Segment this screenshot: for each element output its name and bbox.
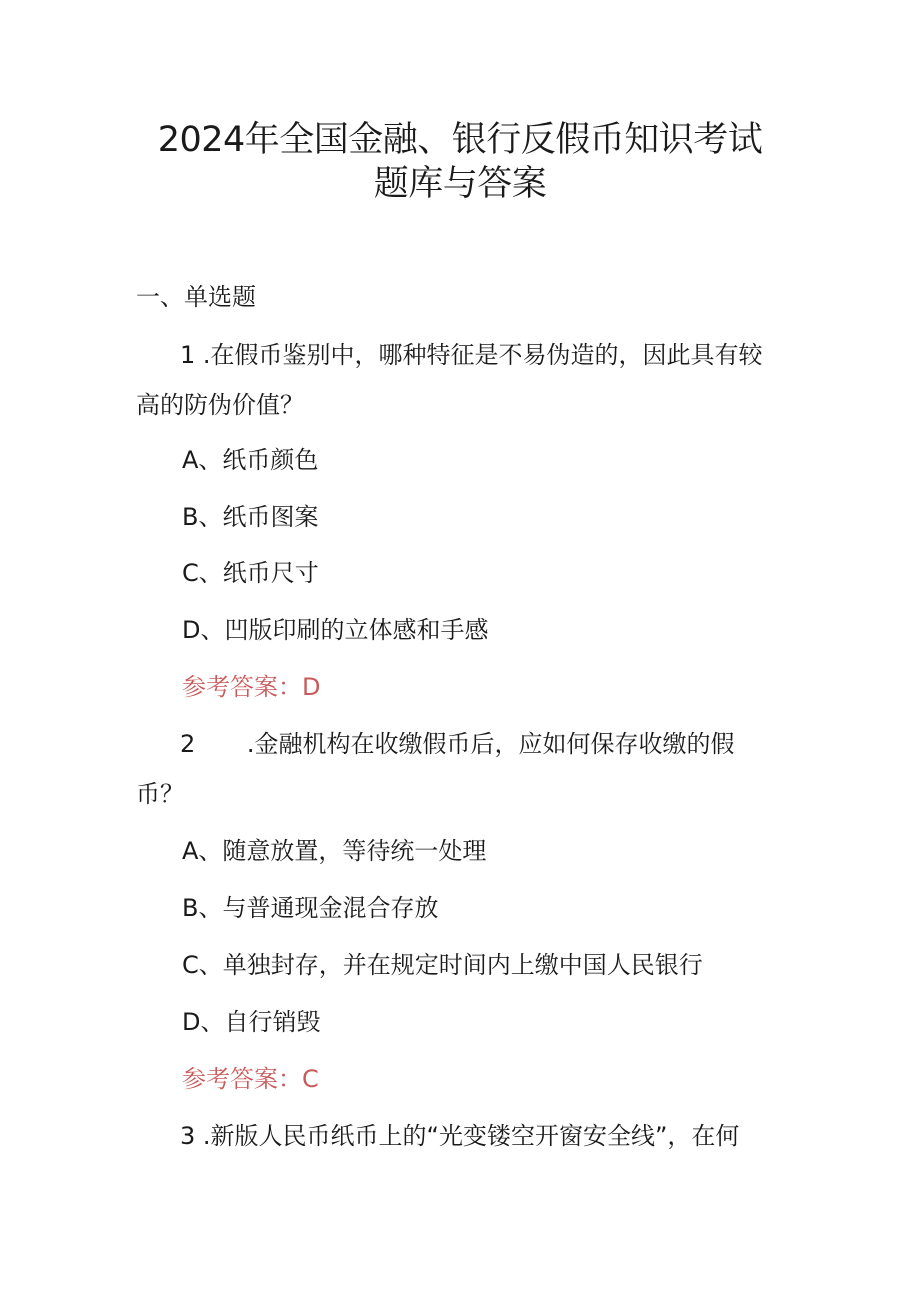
option-text: 、单独封存，并在规定时间内上缴中国人民银行 [198,951,703,979]
option-key: B [182,894,199,922]
section-heading: 一、单选题 [136,283,256,311]
question-3-number: 3 [180,1122,196,1150]
question-3-line-1 [180,1120,739,1152]
option-key: C [182,951,199,979]
question-1-answer: 参考答案：D [182,673,321,701]
question-1-option-b [182,501,318,533]
question-1-text: .在假币鉴别中，哪种特征是不易伪造的，因此具有较 [202,341,763,369]
option-text: 、纸币尺寸 [198,559,319,587]
question-2-line-2: 币？ [136,780,184,808]
option-text: 、与普通现金混合存放 [198,894,439,922]
option-key: A [182,837,199,865]
question-1-line-2: 高的防伪价值？ [136,391,304,419]
document-title-line-2: 题库与答案 [373,164,547,204]
option-text: 、凹版印刷的立体感和手感 [200,616,489,644]
question-2-number: 2 [180,730,196,758]
question-3-text: .新版人民币纸币上的“光变镂空开窗安全线”，在何 [202,1122,740,1150]
question-2-line-1 [180,728,735,760]
option-key: D [182,616,201,644]
option-text: 、随意放置，等待统一处理 [198,837,487,865]
question-2-option-a [182,835,486,867]
document-title-line-1: 2024年全国金融、银行反假币知识考试 [157,120,763,160]
option-text: 、纸币图案 [198,503,319,531]
option-key: A [182,446,199,474]
option-key: B [182,503,199,531]
question-1-line-1 [180,339,763,371]
option-key: C [182,559,199,587]
question-1-option-d [182,614,488,646]
option-key: D [182,1008,201,1036]
question-2-option-d [182,1006,320,1038]
option-text: 、纸币颜色 [198,446,319,474]
question-2-text: .金融机构在收缴假币后，应如何保存收缴的假 [246,730,735,758]
question-1-option-c [182,557,319,589]
question-2-option-b [182,892,438,924]
question-2-answer: 参考答案：C [182,1065,319,1093]
question-1-option-a [182,444,318,476]
question-2-option-c [182,949,703,981]
option-text: 、自行销毁 [200,1008,321,1036]
question-1-number: 1 [180,341,196,369]
